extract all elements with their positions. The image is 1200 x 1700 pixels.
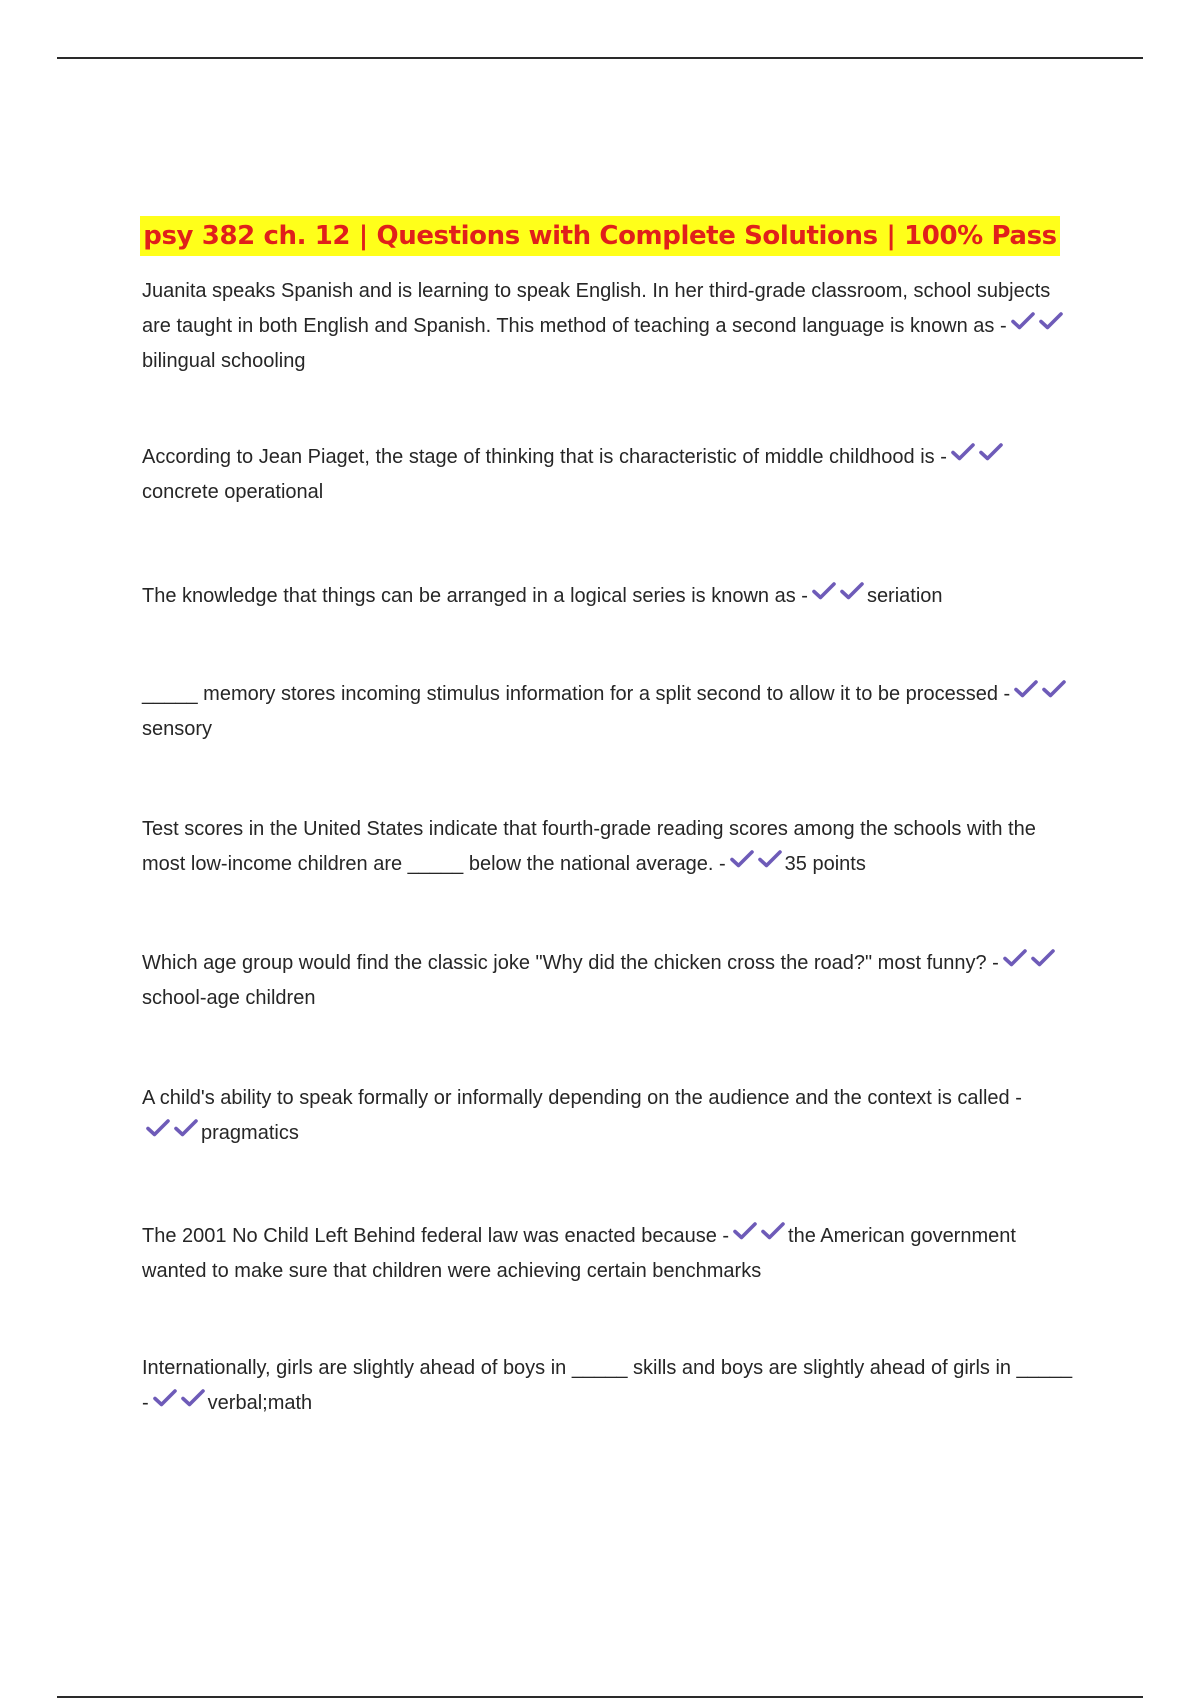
check-icon (1011, 308, 1035, 343)
check-marks (146, 1116, 198, 1151)
question-text: The knowledge that things can be arranged in a logical series is known as - (142, 585, 808, 607)
check-icon (730, 846, 754, 881)
check-icon (951, 439, 975, 474)
check-icon (174, 1115, 198, 1150)
question-text: Juanita speaks Spanish and is learning to speak English. In her third-grade classroom, school subjects are taught in both English and Spanish. This method of teaching a second language is known as - (142, 280, 1051, 337)
check-marks (1011, 309, 1063, 344)
check-icon (733, 1218, 757, 1253)
check-marks (812, 579, 864, 614)
check-icon (812, 578, 836, 613)
document-title: psy 382 ch. 12 | Questions with Complete Solutions | 100% Pass (140, 216, 1059, 256)
qa-item (142, 1081, 1077, 1151)
check-icon (758, 846, 782, 881)
title-block (0, 216, 1200, 256)
check-icon (761, 1218, 785, 1253)
answer-text: verbal;math (207, 1392, 313, 1414)
check-marks (1003, 946, 1055, 981)
check-icon (979, 439, 1003, 474)
qa-item (142, 579, 1077, 614)
question-text: According to Jean Piaget, the stage of thinking that is characteristic of middle childhood is - (142, 446, 947, 468)
qa-item (142, 946, 1077, 1016)
check-marks (730, 847, 782, 882)
answer-text: sensory (142, 718, 213, 740)
check-marks (951, 440, 1003, 475)
check-icon (1003, 945, 1027, 980)
qa-item (142, 1351, 1077, 1421)
question-text: Internationally, girls are slightly ahead of boys in _____ skills and boys are slightly ahead of girls in _____ - (142, 1357, 1073, 1414)
check-icon (181, 1385, 205, 1420)
question-text: The 2001 No Child Left Behind federal law was enacted because - (142, 1225, 730, 1247)
check-marks (153, 1386, 205, 1421)
qa-item (142, 812, 1077, 882)
answer-text: the American government wanted to make sure that children were achieving certain benchmarks (142, 1225, 1016, 1282)
qa-item (142, 677, 1077, 747)
check-icon (1042, 676, 1066, 711)
qa-item (142, 440, 1077, 510)
answer-text: seriation (866, 585, 943, 607)
answer-text: bilingual schooling (142, 350, 306, 372)
check-icon (1014, 676, 1038, 711)
qa-item (142, 274, 1077, 379)
check-icon (146, 1115, 170, 1150)
answer-text: concrete operational (142, 481, 324, 503)
check-icon (1039, 308, 1063, 343)
footer-rule (57, 1696, 1143, 1698)
question-text: Which age group would find the classic joke "Why did the chicken cross the road?" most funny? - (142, 952, 999, 974)
check-marks (733, 1219, 785, 1254)
answer-text: 35 points (784, 853, 866, 875)
check-marks (1014, 677, 1066, 712)
question-text: Test scores in the United States indicate that fourth-grade reading scores among the schools with the most low-income children are _____ below the national average. - (142, 818, 1036, 875)
qa-item (142, 1219, 1077, 1289)
header-rule (57, 57, 1143, 59)
check-icon (1031, 945, 1055, 980)
question-text: A child's ability to speak formally or informally depending on the audience and the context is called - (142, 1087, 1022, 1109)
answer-text: pragmatics (201, 1122, 299, 1144)
question-text: _____ memory stores incoming stimulus information for a split second to allow it to be processed - (142, 683, 1011, 705)
answer-text: school-age children (142, 987, 316, 1009)
check-icon (840, 578, 864, 613)
check-icon (153, 1385, 177, 1420)
